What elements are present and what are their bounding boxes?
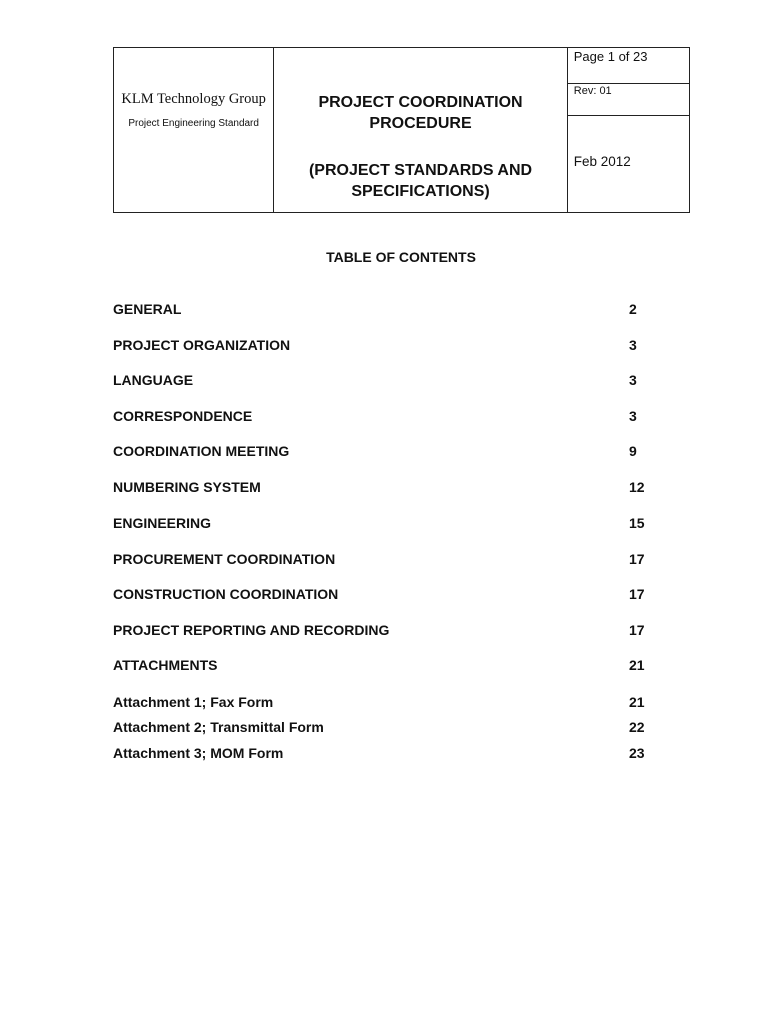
toc-entry-title: PROCUREMENT COORDINATION — [113, 551, 336, 567]
toc-entry — [113, 443, 673, 463]
toc-entry — [113, 479, 673, 499]
toc-entry — [113, 745, 673, 765]
toc-entry — [113, 586, 673, 606]
toc-entry-title: GENERAL — [113, 301, 182, 317]
toc-entry — [113, 622, 673, 642]
toc-entry-title: Attachment 2; Transmittal Form — [113, 719, 324, 735]
toc-entry-page: 23 — [629, 745, 645, 761]
toc-entry-title: CONSTRUCTION COORDINATION — [113, 586, 339, 602]
toc-entry-page: 9 — [629, 443, 637, 459]
toc-entry-page: 22 — [629, 719, 645, 735]
toc-entry — [113, 694, 673, 714]
toc-entry-title: Attachment 1; Fax Form — [113, 694, 274, 710]
toc-entry-page: 21 — [629, 657, 645, 673]
document-header-table — [113, 47, 690, 213]
toc-entry-title: NUMBERING SYSTEM — [113, 479, 261, 495]
toc-entry-page: 3 — [629, 372, 637, 388]
document-subtitle: (PROJECT STANDARDS AND SPECIFICATIONS) — [308, 162, 533, 200]
toc-entry-page: 3 — [629, 337, 637, 353]
toc-entry-title: COORDINATION MEETING — [113, 443, 290, 459]
toc-entry-title: ATTACHMENTS — [113, 657, 218, 673]
toc-entry-page: 12 — [629, 479, 645, 495]
toc-entry-page: 3 — [629, 408, 637, 424]
toc-entry — [113, 551, 673, 571]
header-title-cell — [274, 48, 568, 213]
header-company-cell — [114, 48, 274, 213]
toc-entry — [113, 515, 673, 535]
toc-entry-title: PROJECT ORGANIZATION — [113, 337, 291, 353]
page-info: Page 1 of 23 — [568, 48, 689, 84]
toc-entry-page: 2 — [629, 301, 637, 317]
toc-entry — [113, 719, 673, 739]
toc-entry — [113, 337, 673, 357]
toc-entry-title: ENGINEERING — [113, 515, 212, 531]
toc-entry — [113, 372, 673, 392]
standard-name: Project Engineering Standard — [128, 118, 259, 129]
toc-entry-title: Attachment 3; MOM Form — [113, 745, 284, 761]
toc-entry-page: 17 — [629, 586, 645, 602]
toc-entry — [113, 657, 673, 677]
toc-heading: TABLE OF CONTENTS — [326, 249, 476, 265]
toc-entry-page: 21 — [629, 694, 645, 710]
toc-entry-title: PROJECT REPORTING AND RECORDING — [113, 622, 390, 638]
header-meta-cell — [567, 48, 689, 213]
document-title: PROJECT COORDINATION PROCEDURE — [318, 94, 523, 132]
company-name: KLM Technology Group — [121, 91, 266, 107]
document-date: Feb 2012 — [573, 154, 631, 169]
revision-label: Rev: 01 — [568, 84, 689, 116]
toc-entry-page: 17 — [629, 551, 645, 567]
toc-entry — [113, 301, 673, 321]
toc-entry-page: 15 — [629, 515, 645, 531]
toc-entry-title: CORRESPONDENCE — [113, 408, 253, 424]
toc-entry-title: LANGUAGE — [113, 372, 194, 388]
toc-entry-page: 17 — [629, 622, 645, 638]
toc-entry — [113, 408, 673, 428]
